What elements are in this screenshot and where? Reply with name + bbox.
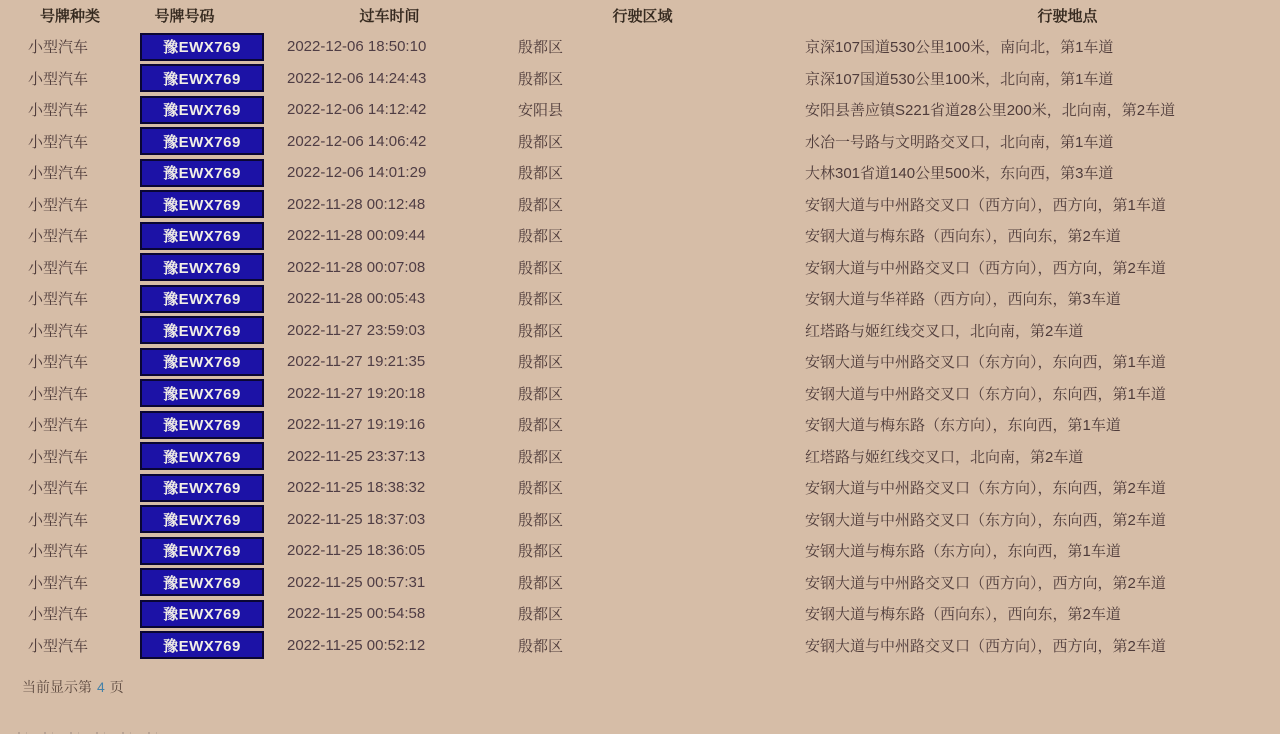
table-row bbox=[0, 504, 1280, 536]
plate-type-cell: 小型汽车 bbox=[28, 511, 89, 529]
column-header-plate-number: 号牌号码 bbox=[154, 8, 215, 25]
plate-type-cell: 小型汽车 bbox=[28, 228, 89, 246]
plate-number-badge[interactable]: 豫EWX769 bbox=[140, 190, 264, 218]
pass-time-cell: 2022-11-27 23:59:03 bbox=[287, 321, 426, 339]
plate-number-cell bbox=[140, 442, 265, 470]
plate-number-badge[interactable]: 豫EWX769 bbox=[140, 96, 264, 124]
table-row bbox=[0, 315, 1280, 347]
area-cell: 安阳县 bbox=[518, 102, 564, 120]
plate-number-cell bbox=[140, 537, 265, 565]
plate-type-cell: 小型汽车 bbox=[28, 70, 89, 88]
table-row bbox=[0, 126, 1280, 158]
pass-time-cell: 2022-11-25 00:57:31 bbox=[287, 573, 426, 591]
plate-number-badge[interactable]: 豫EWX769 bbox=[140, 631, 264, 659]
pagination-status bbox=[22, 677, 1280, 697]
area-cell: 殷都区 bbox=[518, 354, 564, 372]
plate-number-cell bbox=[140, 159, 265, 187]
pass-time-cell: 2022-11-27 19:20:18 bbox=[287, 384, 426, 402]
location-cell: 红塔路与姬红线交叉口，北向南，第2车道 bbox=[805, 322, 1084, 340]
table-row bbox=[0, 252, 1280, 284]
pass-time-cell: 2022-12-06 14:01:29 bbox=[287, 164, 427, 182]
plate-number-cell bbox=[140, 285, 265, 313]
pass-time-cell: 2022-11-27 19:21:35 bbox=[287, 353, 426, 371]
table-body bbox=[0, 31, 1280, 661]
area-cell: 殷都区 bbox=[518, 385, 564, 403]
location-cell: 京深107国道530公里100米，北向南，第1车道 bbox=[805, 70, 1114, 88]
plate-number-badge[interactable]: 豫EWX769 bbox=[140, 285, 264, 313]
location-cell: 安钢大道与中州路交叉口（东方向），东向西，第1车道 bbox=[805, 385, 1166, 403]
plate-type-cell: 小型汽车 bbox=[28, 291, 89, 309]
plate-number-badge[interactable]: 豫EWX769 bbox=[140, 537, 264, 565]
location-cell: 安钢大道与梅东路（西向东），西向东，第2车道 bbox=[805, 606, 1121, 624]
plate-number-badge[interactable]: 豫EWX769 bbox=[140, 505, 264, 533]
location-cell: 安钢大道与中州路交叉口（西方向），西方向，第2车道 bbox=[805, 637, 1166, 655]
column-header-pass-time: 过车时间 bbox=[359, 8, 420, 25]
table-row bbox=[0, 630, 1280, 662]
plate-number-cell bbox=[140, 64, 265, 92]
location-cell: 安钢大道与梅东路（东方向），东向西，第1车道 bbox=[805, 543, 1121, 561]
plate-number-badge[interactable]: 豫EWX769 bbox=[140, 411, 264, 439]
area-cell: 殷都区 bbox=[518, 39, 564, 57]
table-row bbox=[0, 94, 1280, 126]
plate-type-cell: 小型汽车 bbox=[28, 133, 89, 151]
plate-type-cell: 小型汽车 bbox=[28, 574, 89, 592]
plate-number-cell bbox=[140, 379, 265, 407]
plate-type-cell: 小型汽车 bbox=[28, 480, 89, 498]
plate-number-cell bbox=[140, 222, 265, 250]
plate-number-badge[interactable]: 豫EWX769 bbox=[140, 33, 264, 61]
location-cell: 大林301省道140公里500米，东向西，第3车道 bbox=[805, 165, 1114, 183]
location-cell: 安钢大道与梅东路（西向东），西向东，第2车道 bbox=[805, 228, 1121, 246]
pass-time-cell: 2022-11-25 00:54:58 bbox=[287, 605, 426, 623]
plate-type-cell: 小型汽车 bbox=[28, 543, 89, 561]
location-cell: 安钢大道与梅东路（东方向），东向西，第1车道 bbox=[805, 417, 1121, 435]
plate-type-cell: 小型汽车 bbox=[28, 448, 89, 466]
table-row bbox=[0, 189, 1280, 221]
table-row bbox=[0, 220, 1280, 252]
table-row bbox=[0, 283, 1280, 315]
plate-number-cell bbox=[140, 505, 265, 533]
plate-number-badge[interactable]: 豫EWX769 bbox=[140, 316, 264, 344]
plate-number-badge[interactable]: 豫EWX769 bbox=[140, 568, 264, 596]
table-row bbox=[0, 441, 1280, 473]
location-cell: 安钢大道与中州路交叉口（西方向），西方向，第2车道 bbox=[805, 574, 1166, 592]
plate-number-badge[interactable]: 豫EWX769 bbox=[140, 379, 264, 407]
location-cell: 红塔路与姬红线交叉口，北向南，第2车道 bbox=[805, 448, 1084, 466]
plate-type-cell: 小型汽车 bbox=[28, 354, 89, 372]
plate-number-cell bbox=[140, 253, 265, 281]
plate-type-cell: 小型汽车 bbox=[28, 259, 89, 277]
table-row bbox=[0, 472, 1280, 504]
area-cell: 殷都区 bbox=[518, 70, 564, 88]
column-header-location: 行驶地点 bbox=[1037, 8, 1098, 25]
plate-number-badge[interactable]: 豫EWX769 bbox=[140, 127, 264, 155]
plate-number-cell bbox=[140, 474, 265, 502]
pass-time-cell: 2022-12-06 18:50:10 bbox=[287, 38, 427, 56]
area-cell: 殷都区 bbox=[518, 259, 564, 277]
plate-type-cell: 小型汽车 bbox=[28, 606, 89, 624]
plate-type-cell: 小型汽车 bbox=[28, 385, 89, 403]
location-cell: 安钢大道与中州路交叉口（东方向），东向西，第1车道 bbox=[805, 354, 1166, 372]
area-cell: 殷都区 bbox=[518, 417, 564, 435]
area-cell: 殷都区 bbox=[518, 228, 564, 246]
pass-time-cell: 2022-11-28 00:07:08 bbox=[287, 258, 426, 276]
plate-type-cell: 小型汽车 bbox=[28, 102, 89, 120]
location-cell: 安钢大道与中州路交叉口（西方向），西方向，第1车道 bbox=[805, 196, 1166, 214]
plate-number-cell bbox=[140, 127, 265, 155]
area-cell: 殷都区 bbox=[518, 480, 564, 498]
pass-time-cell: 2022-12-06 14:12:42 bbox=[287, 101, 427, 119]
location-cell: 安阳县善应镇S221省道28公里200米，北向南，第2车道 bbox=[805, 102, 1176, 120]
location-cell: 安钢大道与中州路交叉口（东方向），东向西，第2车道 bbox=[805, 480, 1166, 498]
area-cell: 殷都区 bbox=[518, 543, 564, 561]
plate-number-badge[interactable]: 豫EWX769 bbox=[140, 222, 264, 250]
plate-number-badge[interactable]: 豫EWX769 bbox=[140, 159, 264, 187]
column-header-plate-type: 号牌种类 bbox=[39, 8, 100, 25]
location-cell: 安钢大道与华祥路（西方向），西向东，第3车道 bbox=[805, 291, 1121, 309]
pagination-prefix: 当前显示第 bbox=[22, 679, 92, 695]
plate-number-cell bbox=[140, 316, 265, 344]
area-cell: 殷都区 bbox=[518, 165, 564, 183]
area-cell: 殷都区 bbox=[518, 196, 564, 214]
pass-time-cell: 2022-11-25 00:52:12 bbox=[287, 636, 426, 654]
area-cell: 殷都区 bbox=[518, 606, 564, 624]
plate-number-cell bbox=[140, 411, 265, 439]
area-cell: 殷都区 bbox=[518, 448, 564, 466]
area-cell: 殷都区 bbox=[518, 511, 564, 529]
plate-number-cell bbox=[140, 631, 265, 659]
location-cell: 安钢大道与中州路交叉口（东方向），东向西，第2车道 bbox=[805, 511, 1166, 529]
plate-number-badge[interactable]: 豫EWX769 bbox=[140, 253, 264, 281]
table-row bbox=[0, 157, 1280, 189]
pass-time-cell: 2022-11-28 00:12:48 bbox=[287, 195, 426, 213]
table-row bbox=[0, 567, 1280, 599]
pass-time-cell: 2022-11-25 23:37:13 bbox=[287, 447, 426, 465]
plate-number-badge[interactable]: 豫EWX769 bbox=[140, 600, 264, 628]
pass-time-cell: 2022-12-06 14:24:43 bbox=[287, 69, 427, 87]
plate-number-cell bbox=[140, 600, 265, 628]
plate-number-cell bbox=[140, 190, 265, 218]
plate-number-badge[interactable]: 豫EWX769 bbox=[140, 348, 264, 376]
table-row bbox=[0, 378, 1280, 410]
plate-type-cell: 小型汽车 bbox=[28, 322, 89, 340]
pass-time-cell: 2022-11-25 18:37:03 bbox=[287, 510, 426, 528]
pass-time-cell: 2022-11-28 00:05:43 bbox=[287, 290, 426, 308]
pagination-suffix: 页 bbox=[109, 679, 124, 695]
area-cell: 殷都区 bbox=[518, 291, 564, 309]
table-header-row bbox=[0, 0, 1280, 31]
pass-time-cell: 2022-11-28 00:09:44 bbox=[287, 227, 426, 245]
plate-type-cell: 小型汽车 bbox=[28, 637, 89, 655]
area-cell: 殷都区 bbox=[518, 574, 564, 592]
table-row bbox=[0, 31, 1280, 63]
table-row bbox=[0, 409, 1280, 441]
location-cell: 安钢大道与中州路交叉口（西方向），西方向，第2车道 bbox=[805, 259, 1166, 277]
area-cell: 殷都区 bbox=[518, 637, 564, 655]
plate-number-badge[interactable]: 豫EWX769 bbox=[140, 474, 264, 502]
table-row bbox=[0, 535, 1280, 567]
pass-time-cell: 2022-12-06 14:06:42 bbox=[287, 132, 427, 150]
table-row bbox=[0, 598, 1280, 630]
plate-type-cell: 小型汽车 bbox=[28, 165, 89, 183]
pass-time-cell: 2022-11-25 18:38:32 bbox=[287, 479, 426, 497]
location-cell: 水冶一号路与文明路交叉口，北向南，第1车道 bbox=[805, 133, 1114, 151]
area-cell: 殷都区 bbox=[518, 133, 564, 151]
pass-time-cell: 2022-11-27 19:19:16 bbox=[287, 416, 426, 434]
plate-type-cell: 小型汽车 bbox=[28, 39, 89, 57]
plate-type-cell: 小型汽车 bbox=[28, 417, 89, 435]
plate-number-cell bbox=[140, 568, 265, 596]
plate-number-cell bbox=[140, 348, 265, 376]
plate-number-badge[interactable]: 豫EWX769 bbox=[140, 442, 264, 470]
plate-number-cell bbox=[140, 96, 265, 124]
table-row bbox=[0, 63, 1280, 95]
table-row bbox=[0, 346, 1280, 378]
plate-number-badge[interactable]: 豫EWX769 bbox=[140, 64, 264, 92]
plate-type-cell: 小型汽车 bbox=[28, 196, 89, 214]
location-cell: 京深107国道530公里100米，南向北，第1车道 bbox=[805, 39, 1114, 57]
area-cell: 殷都区 bbox=[518, 322, 564, 340]
current-page-number: 4 bbox=[97, 679, 105, 695]
column-header-area: 行驶区域 bbox=[612, 8, 673, 25]
pass-time-cell: 2022-11-25 18:36:05 bbox=[287, 542, 426, 560]
plate-number-cell bbox=[140, 33, 265, 61]
